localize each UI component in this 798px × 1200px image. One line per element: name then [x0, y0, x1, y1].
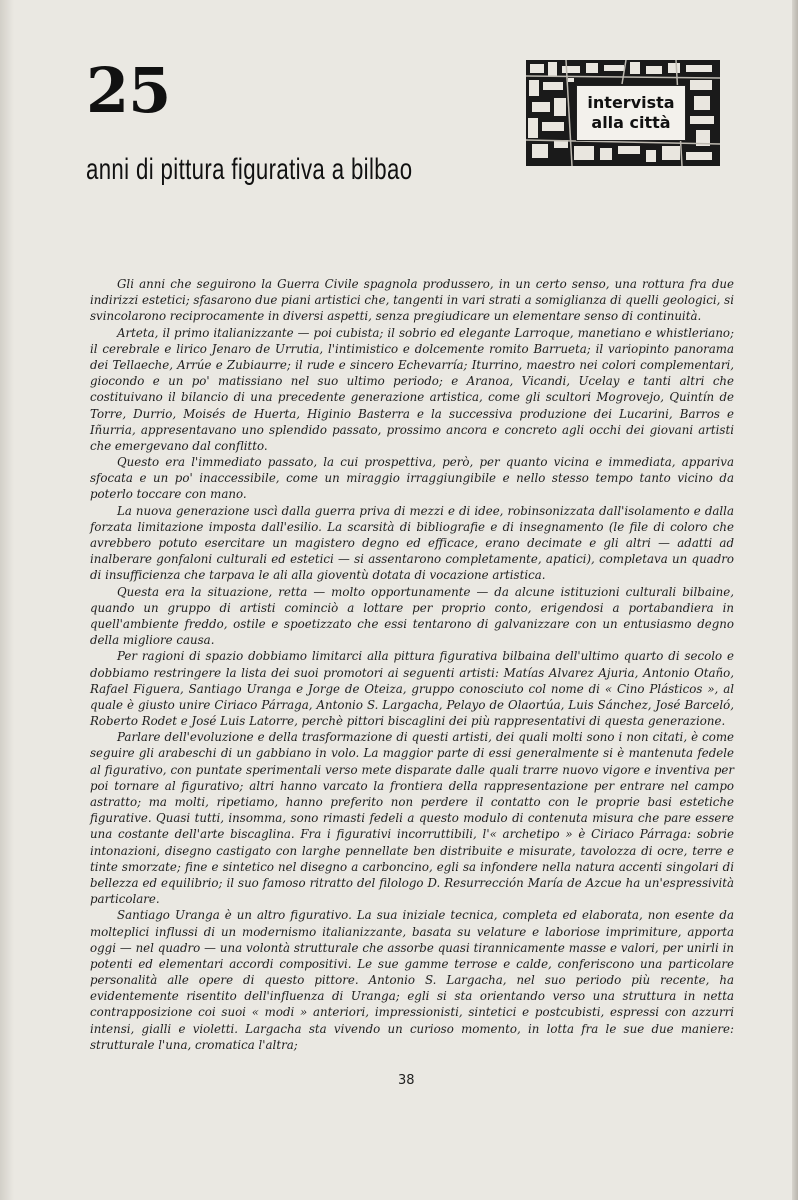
page-number: 38	[398, 1073, 415, 1088]
badge-line-2: alla città	[591, 113, 671, 132]
article-number: 25	[86, 54, 171, 127]
paragraph: La nuova generazione uscì dalla guerra priva di mezzi e di idee, robinsonizzata dall'isolamento e dalla forzata limitazione imposta dall'esilio. La scarsità di bibliografie e di insegnamento (le file di coloro che avrebbero potuto esercitare un magistero degno ed efficace, erano decimate e gli altri — adatti ad inalberare gonfaloni culturali ed estetici — si assentarono completamente, apatici), completava un quadro di insufficienza che tarpava le ali alla gioventù dotata di vocazione artistica.	[90, 503, 734, 583]
paragraph: Per ragioni di spazio dobbiamo limitarci alla pittura figurativa bilbaina dell'ultimo quarto di secolo e dobbiamo restringere la lista dei suoi promotori ai seguenti artisti: Matías Alvarez Ajuria, Antonio Otaño, Rafael Figuera, Santiago Uranga e Jorge de Oteiza, gruppo conosciuto col nome di « Cino Plásticos », al quale è giusto unire Ciriaco Párraga, Antonio S. Largacha, Pelayo de Olaortúa, Luis Sánchez, José Barceló, Roberto Rodet e José Luis Latorre, perchè pittori biscaglini dei più rappresentativi di questa generazione.	[90, 649, 734, 729]
section-badge	[526, 60, 720, 166]
paragraph: Questo era l'immediato passato, la cui prospettiva, però, per quanto vicina e immediata, appariva sfocata e un po' inaccessibile, come un miraggio irraggiungibile e nello stesso tempo tanto vicino da poterlo toccare con mano.	[90, 455, 734, 502]
spine-shadow	[0, 0, 14, 1200]
badge-label	[576, 85, 686, 141]
page-edge	[792, 0, 798, 1200]
paragraph: Santiago Uranga è un altro figurativo. La sua iniziale tecnica, completa ed elaborata, non esente da molteplici influssi di un modernismo italianizzante, basata su velature e laboriose imprimiture, apporta oggi — nel quadro — una volontà strutturale che assorbe quasi tirannicamente masse e valori, per unirli in potenti ed elementari accordi compositivi. Le sue gamme terrose e calde, conferiscono una particolare personalità alle opere di questo pittore. Antonio S. Largacha, nel suo periodo più recente, ha evidentemente risentito dell'influenza di Uranga; egli si sta orientando verso una struttura in netta contrapposizione coi suoi « modi » anteriori, impressionisti, sintetici e postcubisti, espressi con azzurri intensi, gialli e violetti. Largacha sta vivendo un curioso momento, in lotta fra le sue due maniere: strutturale l'una, cromatica l'altra;	[90, 908, 734, 1052]
article-body	[90, 276, 734, 1053]
paragraph: Parlare dell'evoluzione e della trasformazione di questi artisti, dei quali molti sono i non citati, è come seguire gli arabeschi di un gabbiano in volo. La maggior parte di essi generalmente si è mantenuta fedele al figurativo, con puntate sperimentali verso mete disparate dalle quali trarre nuovo vigore e inventiva per poi tornare al figurativo; altri hanno varcato la frontiera della rappresentazione per entrare nel campo astratto; ma molti, ripetiamo, hanno preferito non perdere il contatto con le proprie basi estetiche figurative. Quasi tutti, insomma, sono rimasti fedeli a questo modulo di contenuta misura che pare essere una costante dell'arte biscaglina. Fra i figurativi incorruttibili, l'« archetipo » è Ciriaco Párraga: sobrie intonazioni, disegno castigato con larghe pennellate ben distribuite e misurate, tavolozza di ocre, terre e tinte smorzate; fine e sintetico nel disegno a carboncino, egli sa infondere nella natura accenti singolari di bellezza ed equilibrio; il suo famoso ritratto del filologo D. Resurrección María de Azcue ha un'espressività particolare.	[90, 730, 734, 907]
paragraph: Gli anni che seguirono la Guerra Civile spagnola produssero, in un certo senso, una rottura fra due indirizzi estetici; sfasarono due piani artistici che, tangenti in vari strati a somiglianza di quelli geologici, si svincolarono reciprocamente in diversi aspetti, senza pregiudicare un elementare senso di continuità.	[90, 277, 735, 324]
paragraph: Questa era la situazione, retta — molto opportunamente — da alcune istituzioni culturali bilbaine, quando un gruppo di artisti cominciò a lottare per proprio conto, erigendosi a portabandiera in quell'ambiente freddo, ostile e spoetizzato che essi tentarono di galvanizzare con un entusiasmo degno della migliore causa.	[90, 584, 734, 648]
article-title: anni di pittura figurativa a bilbao	[86, 153, 413, 186]
badge-line-1: intervista	[587, 93, 675, 112]
paragraph: Arteta, il primo italianizzante — poi cubista; il sobrio ed elegante Larroque, manetiano e whistleriano; il cerebrale e lirico Jenaro de Urrutia, l'intimistico e dolcemente romito Barrueta; il variopinto panorama dei Tellaeche, Arrúe e Zubiaurre; il rude e sincero Echevarría; Iturrino, maestro nei colori complementari, giocondo e un po' matissiano nel suo ultimo periodo; e Aranoa, Vicandi, Ucelay e tanti altri che costituivano il bilancio di una precedente generazione artistica, come gli scultori Mogrovejo, Quintín de Torre, Durrio, Moisés de Huerta, Higinio Basterra e la successiva produzione dei Lucarini, Barros e Iñurria, appresentavano uno splendido passato, prossimo ancora e concreto agli occhi dei giovani artisti che emergevano dal conflitto.	[90, 325, 734, 453]
